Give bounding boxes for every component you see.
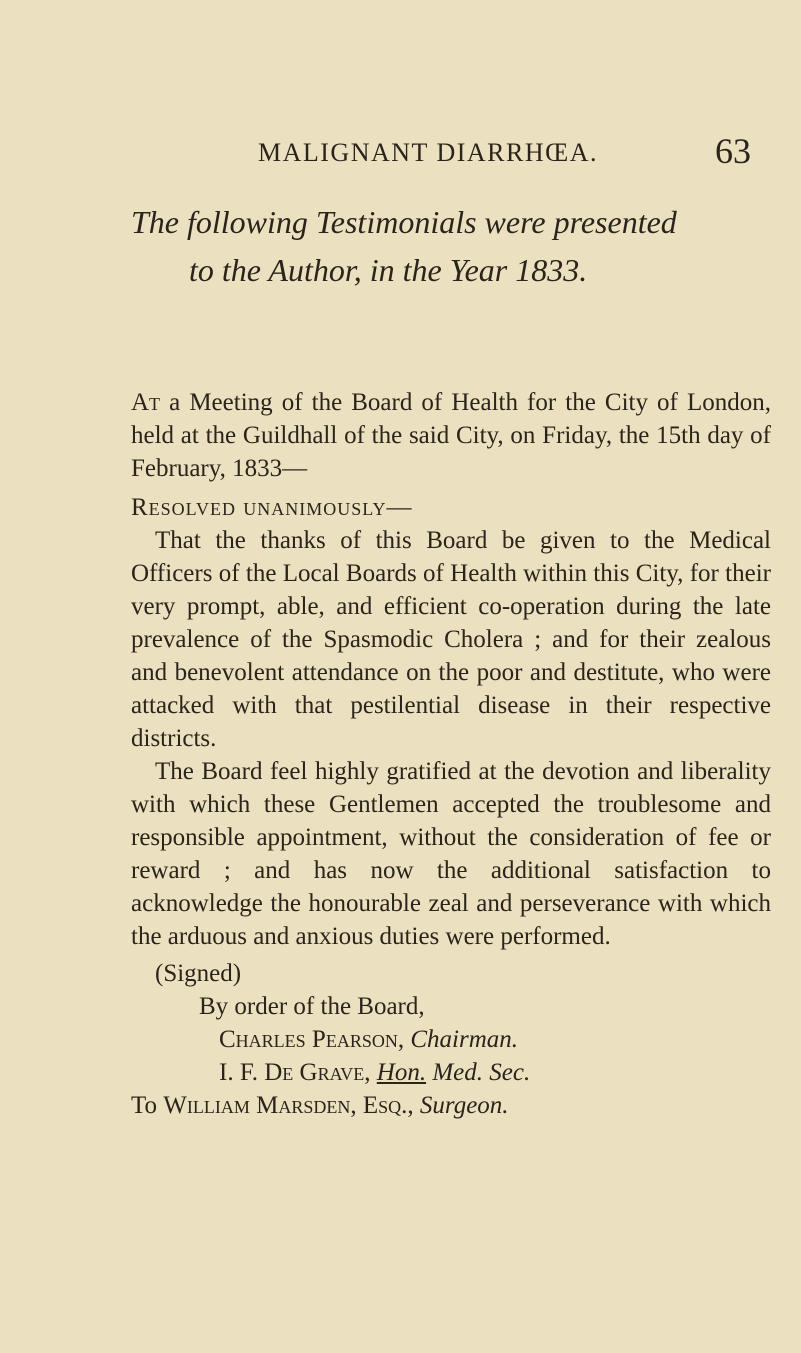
meeting-text: a Meeting of the Board of Health for the City of London, held at the Guildhall of the said City, on Friday, the 15th day of February, 1833— xyxy=(131,389,771,482)
signed-line: (Signed) xyxy=(155,960,242,987)
secretary-line xyxy=(131,1056,771,1089)
addressee-name: William Marsden, Esq., xyxy=(163,1092,414,1119)
body-text xyxy=(131,386,771,1122)
meeting-paragraph xyxy=(131,386,771,485)
secretary-title-rest: Med. Sec. xyxy=(432,1059,531,1086)
addressee-line xyxy=(131,1089,771,1122)
paragraph-thanks: That the thanks of this Board be given to the Medical Officers of the Local Boards of Health within this City, for their very prompt, able, and efficient co-operation during the late prevalence of the Spasmodic Cholera ; and for their zealous and benevolent attendance on the poor and destitute, who were attacked with that pestilential disease in their respective districts. xyxy=(131,527,771,752)
chairman-line xyxy=(131,1023,771,1056)
heading-line-2: to the Author, in the Year 1833. xyxy=(189,252,588,288)
page-number: 63 xyxy=(715,131,751,171)
page-header xyxy=(0,130,801,174)
running-title: MALIGNANT DIARRHŒA. xyxy=(258,138,599,167)
secretary-name: I. F. De Grave, xyxy=(219,1059,371,1086)
chairman-title: Chairman. xyxy=(410,1026,518,1053)
order-line: By order of the Board, xyxy=(199,993,425,1020)
heading-line-1: The following Testimonials were presented xyxy=(131,204,677,240)
testimonials-heading xyxy=(131,198,771,294)
meeting-lead-word: At xyxy=(131,389,161,416)
chairman-name: Charles Pearson, xyxy=(219,1026,405,1053)
resolved-line: Resolved unanimously— xyxy=(131,494,413,521)
secretary-title-hon: Hon. xyxy=(376,1059,427,1086)
paragraph-gratified: The Board feel highly gratified at the devotion and liberality with which these Gentlemen accepted the troublesome and responsible appointment, without the consideration of fee or reward ; and has now the additional satisfaction to acknowledge the honourable zeal and perseverance with which the arduous and anxious duties were performed. xyxy=(131,758,771,950)
addressee-prefix: To xyxy=(131,1092,164,1119)
addressee-title: Surgeon. xyxy=(419,1092,509,1119)
